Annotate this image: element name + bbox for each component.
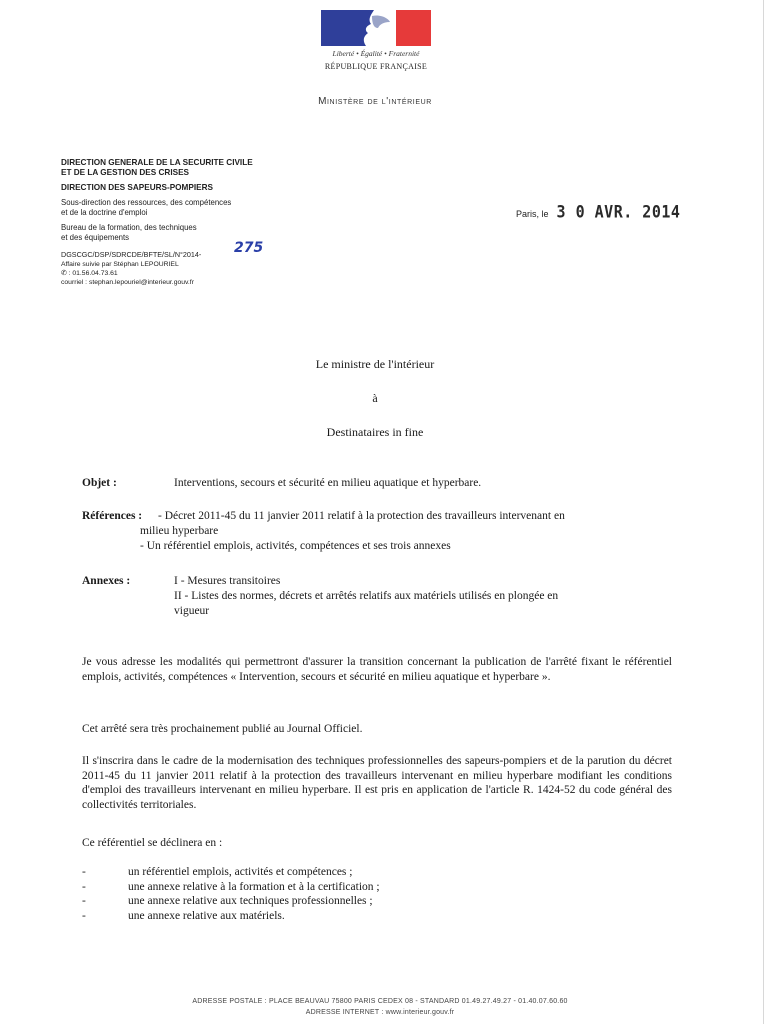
marianne-logo (321, 10, 431, 71)
ministry-name: Ministère de l'intérieur (318, 96, 432, 107)
direction-general-line-2: ET DE LA GESTION DES CRISES (61, 168, 189, 177)
list-item-text: une annexe relative aux matériels. (128, 909, 285, 922)
list-item (82, 880, 380, 895)
references-label: Références : (82, 510, 143, 522)
list-dash: - (82, 909, 86, 922)
paragraph-2: Cet arrêté sera très prochainement publié au Journal Officiel. (82, 723, 363, 735)
marianne-profile-icon (356, 10, 396, 46)
subdirection-line-1: Sous-direction des ressources, des compétences (61, 198, 232, 207)
reference-line (61, 240, 321, 260)
references-line-3: - Un référentiel emplois, activités, compétences et ses trois annexes (140, 540, 451, 552)
list-item-text: une annexe relative aux techniques professionnelles ; (128, 895, 373, 907)
direction-general-line-1: DIRECTION GENERALE DE LA SECURITE CIVILE (61, 158, 253, 167)
referential-list (82, 865, 380, 923)
annexes-line-1: I - Mesures transitoires (174, 575, 281, 587)
date-label: Paris, le (516, 209, 549, 219)
list-item (82, 909, 380, 924)
object-text: Interventions, secours et sécurité en milieu aquatique et hyperbare. (174, 477, 482, 489)
reference-code: DGSCGC/DSP/SDRCDE/BFTE/SL/N°2014- (61, 250, 202, 259)
sender-block (61, 158, 321, 287)
email-address: courriel : stephan.lepouriel@interieur.gouv.fr (61, 279, 194, 286)
references-line-2: milieu hyperbare (140, 525, 219, 537)
footer-postal-address: ADRESSE POSTALE : PLACE BEAUVAU 75800 PARIS CEDEX 08 - STANDARD 01.49.27.49.27 - 01.40.07.60.60 (192, 998, 568, 1005)
list-item-text: un référentiel emplois, activités et compétences ; (128, 866, 353, 878)
date-block (516, 203, 680, 221)
bureau-line-1: Bureau de la formation, des techniques (61, 223, 197, 232)
republic-name: RÉPUBLIQUE FRANÇAISE (324, 62, 428, 71)
list-dash: - (82, 880, 86, 893)
phone-number: ✆ : 01.56.04.73.61 (61, 270, 118, 277)
object-row (82, 476, 682, 492)
republic-motto: Liberté • Égalité • Fraternité (332, 49, 420, 58)
annexes-label: Annexes : (82, 575, 131, 587)
date-stamp: 3 0 AVR. 2014 (556, 201, 681, 223)
flag-red-band (396, 10, 431, 46)
footer-web-address: ADRESSE INTERNET : www.interieur.gouv.fr (305, 1009, 455, 1016)
list-item (82, 894, 380, 909)
direction-line: DIRECTION DES SAPEURS-POMPIERS (61, 183, 213, 192)
flag-blue-band (321, 10, 356, 46)
annexes-line-3: vigueur (174, 605, 210, 617)
bureau-line-2: et des équipements (61, 233, 130, 242)
list-item-text: une annexe relative à la formation et à la certification ; (128, 880, 380, 893)
followed-by: Affaire suivie par Stéphan LEPOURIEL (61, 261, 179, 268)
sender-title: Le ministre de l'intérieur (315, 357, 435, 371)
recipients: Destinataires in fine (326, 425, 424, 439)
list-dash: - (82, 866, 86, 878)
annexes-line-2: II - Listes des normes, décrets et arrêtés relatifs aux matériels utilisés en plongée en (174, 590, 559, 602)
to-word: à (372, 391, 378, 405)
tricolor-flag-icon (321, 10, 431, 46)
references-line-1: - Décret 2011-45 du 11 janvier 2011 relatif à la protection des travailleurs intervenant en (158, 510, 565, 522)
annexes-row (82, 574, 682, 620)
list-dash: - (82, 895, 86, 907)
object-label: Objet : (82, 477, 117, 489)
paragraph-4: Ce référentiel se déclinera en : (82, 837, 223, 849)
subdirection-line-2: et de la doctrine d'emploi (61, 208, 148, 217)
paragraph-1: Je vous adresse les modalités qui permettront d'assurer la transition concernant la publication de l'arrêté fixant le référentiel emplois, activités, compétences « Intervention, secours et sécurité en milieu aquatique et hyperbare ». (82, 656, 672, 683)
paragraph-3: Il s'inscrira dans le cadre de la modernisation des techniques professionnelles des sapeurs-pompiers et de la parution du décret 2011-45 du 11 janvier 2011 relatif à la protection des travailleurs intervenant en milieu hyperbare modifiant les conditions d'emploi des travailleurs intervenant en milieu hyperbare. Il est pris en application de l'article R. 1424-52 du code général des collectivités territoriales. (82, 755, 672, 811)
handwritten-reference-number: 275 (234, 240, 264, 256)
list-item (82, 865, 380, 880)
references-row (82, 509, 682, 555)
